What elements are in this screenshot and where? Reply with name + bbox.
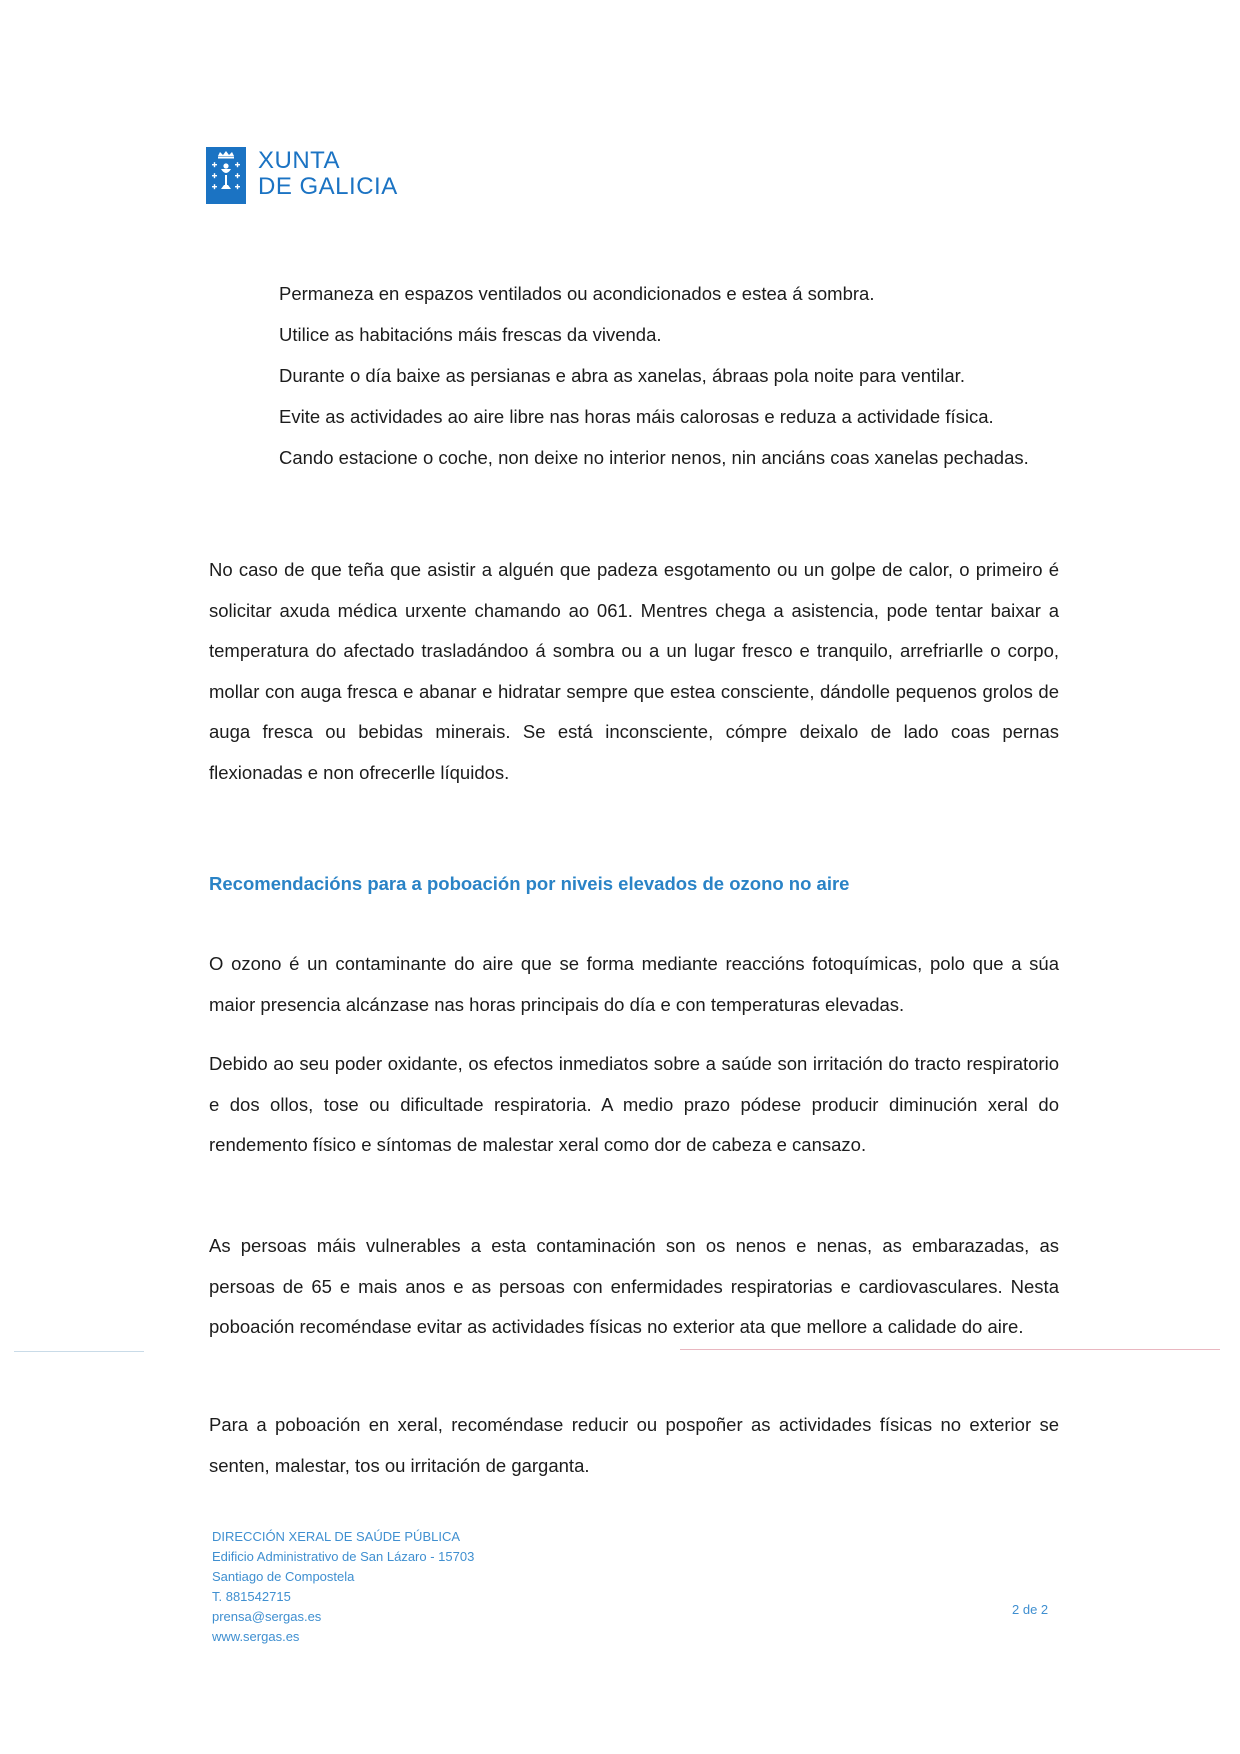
ozone-paragraph-2: Debido ao seu poder oxidante, os efectos inmediatos sobre a saúde son irritación do tracto respiratorio e dos ollos, tose ou dificultade respiratoria. A medio prazo pódese producir diminución xeral do rendemento físico e síntomas de malestar xeral como dor de cabeza e cansazo. [209,1053,1059,1155]
footer-phone: T. 881542715 [212,1589,291,1604]
heat-recommendations-list [279,273,1059,478]
footer-address: Edificio Administrativo de San Lázaro - 15703 [212,1549,475,1564]
list-item: Evite as actividades ao aire libre nas horas máis calorosas e reduza a actividade física. [279,406,994,427]
footer-city: Santiago de Compostela [212,1569,355,1584]
footer-contact [212,1527,474,1647]
galicia-coat-of-arms-icon [206,147,246,204]
list-item: Permaneza en espazos ventilados ou acondicionados e estea á sombra. [279,283,875,304]
list-item: Utilice as habitacións máis frescas da vivenda. [279,324,662,345]
ozone-paragraph-1: O ozono é un contaminante do aire que se forma mediante reaccións fotoquímicas, polo que a súa maior presencia alcánzase nas horas principais do día e con temperaturas elevadas. [209,953,1059,1015]
list-item: Durante o día baixe as persianas e abra as xanelas, ábraas pola noite para ventilar. [279,365,965,386]
ozone-section-heading: Recomendacións para a poboación por niveis elevados de ozono no aire [209,873,850,894]
footer-email-link[interactable]: prensa@sergas.es [212,1609,322,1624]
page-number: 2 de 2 [1012,1602,1049,1617]
logo-line-1: XUNTA [258,147,341,174]
ozone-paragraph-4: Para a poboación en xeral, recoméndase reducir ou pospoñer as actividades físicas no exterior se senten, malestar, tos ou irritación de garganta. [209,1414,1059,1476]
scan-artifact-line [14,1351,144,1352]
first-aid-paragraph: No caso de que teña que asistir a alguén que padeza esgotamento ou un golpe de calor, o primeiro é solicitar axuda médica urxente chamando ao 061. Mentres chega a asistencia, pode tentar baixar a temperatura do afectado trasladándoo á sombra ou a un lugar fresco e tranquilo, arrefriarlle o corpo, mollar con auga fresca e abanar e hidratar sempre que estea consciente, dándolle pequenos grolos de auga fresca ou bebidas minerais. Se está inconsciente, cómpre deixalo de lado coas pernas flexionadas e non ofrecerlle líquidos. [209,559,1059,783]
list-item: Cando estacione o coche, non deixe no interior nenos, nin anciáns coas xanelas pechadas. [279,447,1029,468]
logo-line-2: DE GALICIA [258,173,398,200]
footer-web-link[interactable]: www.sergas.es [212,1629,300,1644]
scan-artifact-line [680,1349,1220,1350]
logo-wordmark [258,148,398,200]
ozone-paragraph-3: As persoas máis vulnerables a esta contaminación son os nenos e nenas, as embarazadas, as persoas de 65 e mais anos e as persoas con enfermidades respiratorias e cardiovasculares. Nesta poboación recoméndase evitar as actividades físicas no exterior ata que mellore a calidade do aire. [209,1235,1059,1337]
footer-org: DIRECCIÓN XERAL DE SAÚDE PÚBLICA [212,1529,461,1544]
